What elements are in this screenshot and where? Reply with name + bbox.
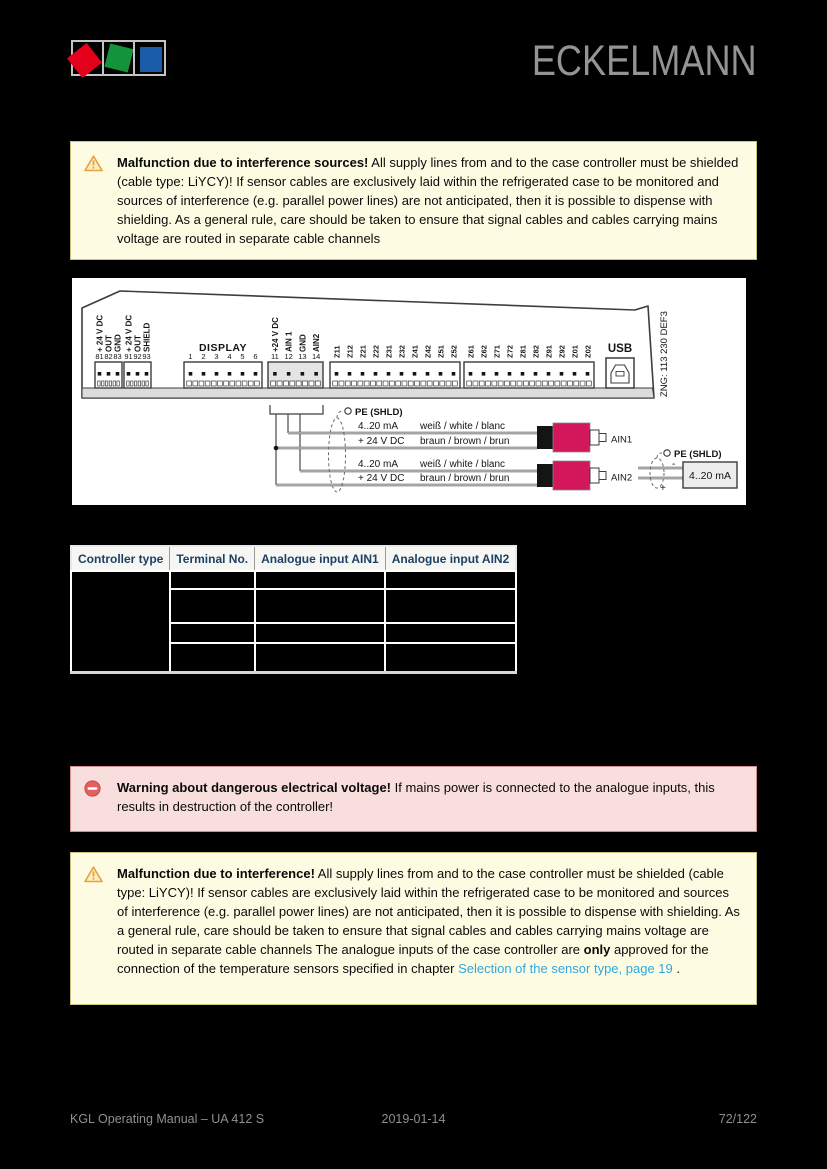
- notice-body-2: approved for the connection of the temperature sensors specified in chapter: [117, 942, 709, 976]
- wire-color: braun / brown / brun: [420, 473, 510, 484]
- pin-label: Z91: [544, 345, 554, 358]
- wire-signal: + 24 V DC: [358, 436, 405, 447]
- pin-number: 14: [311, 352, 321, 361]
- notice-body-1: All supply lines from and to the case controller must be shielded (cable type: LiYCY)! If sensor cables are exclusively laid within the refrigerated case to be monitored and sources of interference (e.g. parallel power lines) are not anticipated, then it is possible to dispense with shielding. As a general rule, care should be taken to ensure that signal cables and cables carrying mains voltage are routed in separate cable channels The analogue inputs of the case controller are: [117, 866, 740, 957]
- wiring-diagram-panel: [72, 278, 746, 505]
- notice-title: Warning about dangerous electrical voltage!: [117, 780, 392, 795]
- pin-number: 91: [124, 352, 133, 361]
- shield-leader-1: [337, 411, 343, 418]
- pin-label: Z52: [449, 345, 459, 358]
- pin-number: 1: [188, 352, 193, 361]
- pin-number: 13: [298, 352, 307, 361]
- pin-label: Z42: [423, 345, 433, 358]
- signal-label: GND: [298, 334, 308, 352]
- pin-label: Z82: [531, 345, 541, 358]
- minus-sign: -: [672, 459, 676, 470]
- eckelmann-logo: [71, 40, 164, 76]
- footer-page-number: 72/122: [718, 1112, 757, 1126]
- table-cell: [385, 571, 516, 589]
- wire-verticals: [276, 414, 300, 485]
- pin-label: Z02: [583, 345, 593, 358]
- pin-label: Z62: [479, 345, 489, 358]
- pin-label: Z01: [570, 345, 580, 358]
- signal-label: AIN 1: [284, 331, 294, 352]
- table-header-terminal-no: Terminal No.: [170, 546, 255, 571]
- pin-label: Z92: [557, 345, 567, 358]
- pin-number: 92: [133, 352, 142, 361]
- table-header-controller-type: Controller type: [71, 546, 170, 571]
- notice-interference: [70, 852, 757, 1005]
- sensor-type-link[interactable]: Selection of the sensor type, page 19: [458, 961, 673, 976]
- table-cell: [385, 589, 516, 623]
- pin-label: Z72: [505, 345, 515, 358]
- table-cell: [385, 623, 516, 643]
- display-title: DISPLAY: [198, 342, 248, 354]
- table-cell: [170, 623, 255, 643]
- warning-triangle-icon: [84, 866, 103, 888]
- wiring-diagram-svg: [72, 278, 746, 505]
- signal-label: + 24 V DC: [95, 314, 105, 352]
- logo-cell-green: [102, 40, 135, 76]
- pin-number: 2: [201, 352, 206, 361]
- pin-number: 11: [270, 352, 279, 361]
- brand-title: ECKELMANN: [532, 37, 757, 85]
- cable-shield-1: [329, 418, 346, 492]
- sensor-ain1: [537, 423, 632, 452]
- notice-title: Malfunction due to interference sources!: [117, 155, 369, 170]
- prohibition-icon: [84, 780, 101, 802]
- pin-label: Z22: [371, 345, 381, 358]
- wire-signal: + 24 V DC: [358, 473, 405, 484]
- pin-number: 5: [240, 352, 245, 361]
- logo-red-square-icon: [67, 43, 102, 78]
- notice-dangerous-voltage: [70, 766, 757, 832]
- pin-number: 4: [227, 352, 232, 361]
- plus-sign: +: [660, 483, 666, 494]
- logo-blue-square-icon: [140, 47, 162, 72]
- wire-color: braun / brown / brun: [420, 436, 510, 447]
- table-header-row: [71, 546, 516, 571]
- signal-label: AIN2: [312, 333, 322, 352]
- controller-case-base: [82, 388, 654, 398]
- wire-color: weiß / white / blanc: [420, 421, 506, 432]
- table-header-ain2: Analogue input AIN2: [385, 546, 516, 571]
- pin-label: Z41: [410, 345, 420, 358]
- notice-interference-sources: [70, 141, 757, 260]
- notice-body: If mains power is connected to the analogue inputs, this results in destruction of the controller!: [117, 780, 715, 814]
- logo-green-square-icon: [104, 43, 133, 72]
- signal-label: OUT: [133, 335, 143, 352]
- table-cell: [255, 643, 386, 672]
- table-cell: [255, 589, 386, 623]
- table-cell: [170, 643, 255, 672]
- signal-label: SHIELD: [142, 322, 152, 352]
- table-cell-controller-type: [71, 571, 170, 672]
- signal-label: GND: [113, 334, 123, 352]
- table-cell: [170, 571, 255, 589]
- pin-label: Z11: [332, 345, 342, 358]
- sensor-label: AIN1: [611, 434, 633, 446]
- pe-shield-label-1: PE (SHLD): [355, 407, 403, 418]
- signal-label: OUT: [104, 335, 114, 352]
- pin-number: 83: [113, 352, 122, 361]
- usb-port: [606, 343, 634, 388]
- pin-number: 12: [284, 352, 293, 361]
- pin-number: 93: [142, 352, 151, 361]
- table-cell: [255, 623, 386, 643]
- pin-number: 3: [214, 352, 219, 361]
- wire-junction-dot: [274, 446, 279, 451]
- logo-cell-red: [71, 40, 104, 76]
- pin-number: 81: [95, 352, 104, 361]
- usb-label: USB: [607, 343, 633, 355]
- table-header-ain1: Analogue input AIN1: [255, 546, 386, 571]
- connector-bracket: [270, 405, 323, 414]
- notice-body: All supply lines from and to the case controller must be shielded (cable type: LiYCY)! If sensor cables are exclusively laid within the refrigerated case to be monitored and sources of interference (e.g. parallel power lines) are not anticipated, then it is possible to dispense with shielding. As a general rule, care should be taken to ensure that signal cables and cables carrying mains voltage are routed in separate cable channels: [117, 155, 739, 246]
- pin-number: 6: [253, 352, 258, 361]
- drawing-number: ZNG: 113 230 DEF3: [659, 311, 670, 397]
- notice-after-link: .: [672, 961, 680, 976]
- pin-label: Z61: [466, 345, 476, 358]
- pin-label: Z81: [518, 345, 528, 358]
- sensor-ain2: [537, 461, 632, 490]
- pin-number: 82: [104, 352, 113, 361]
- footer-date: 2019-01-14: [381, 1112, 446, 1126]
- table-cell: [255, 571, 386, 589]
- signal-label: +24 V DC: [270, 317, 280, 352]
- pin-label: Z71: [492, 345, 502, 358]
- table-cell: [385, 643, 516, 672]
- pin-label: Z12: [345, 345, 355, 358]
- pe-terminal-1: [345, 408, 351, 414]
- pin-label: Z31: [384, 345, 394, 358]
- wire-signal: 4..20 mA: [358, 459, 399, 470]
- logo-cell-blue: [133, 40, 166, 76]
- wire-signal: 4..20 mA: [358, 421, 399, 432]
- shield-leader-2: [657, 453, 662, 458]
- sensor-label: AIN2: [611, 472, 633, 484]
- wire-color: weiß / white / blanc: [420, 459, 506, 470]
- pin-label: Z51: [436, 345, 446, 358]
- pe-terminal-2: [664, 450, 670, 456]
- pe-shield-label-2: PE (SHLD): [674, 449, 722, 460]
- pin-label: Z21: [358, 345, 368, 358]
- table-row: [71, 571, 516, 589]
- notice-bold-word: only: [583, 942, 611, 957]
- analogue-input-table: [70, 545, 517, 674]
- warning-triangle-icon: [84, 155, 103, 177]
- pin-label: Z32: [397, 345, 407, 358]
- transmitter-label: 4..20 mA: [688, 470, 732, 482]
- notice-title: Malfunction due to interference!: [117, 866, 315, 881]
- footer-manual-title: KGL Operating Manual – UA 412 S: [70, 1112, 265, 1126]
- signal-label: + 24 V DC: [124, 314, 134, 352]
- table-cell: [170, 589, 255, 623]
